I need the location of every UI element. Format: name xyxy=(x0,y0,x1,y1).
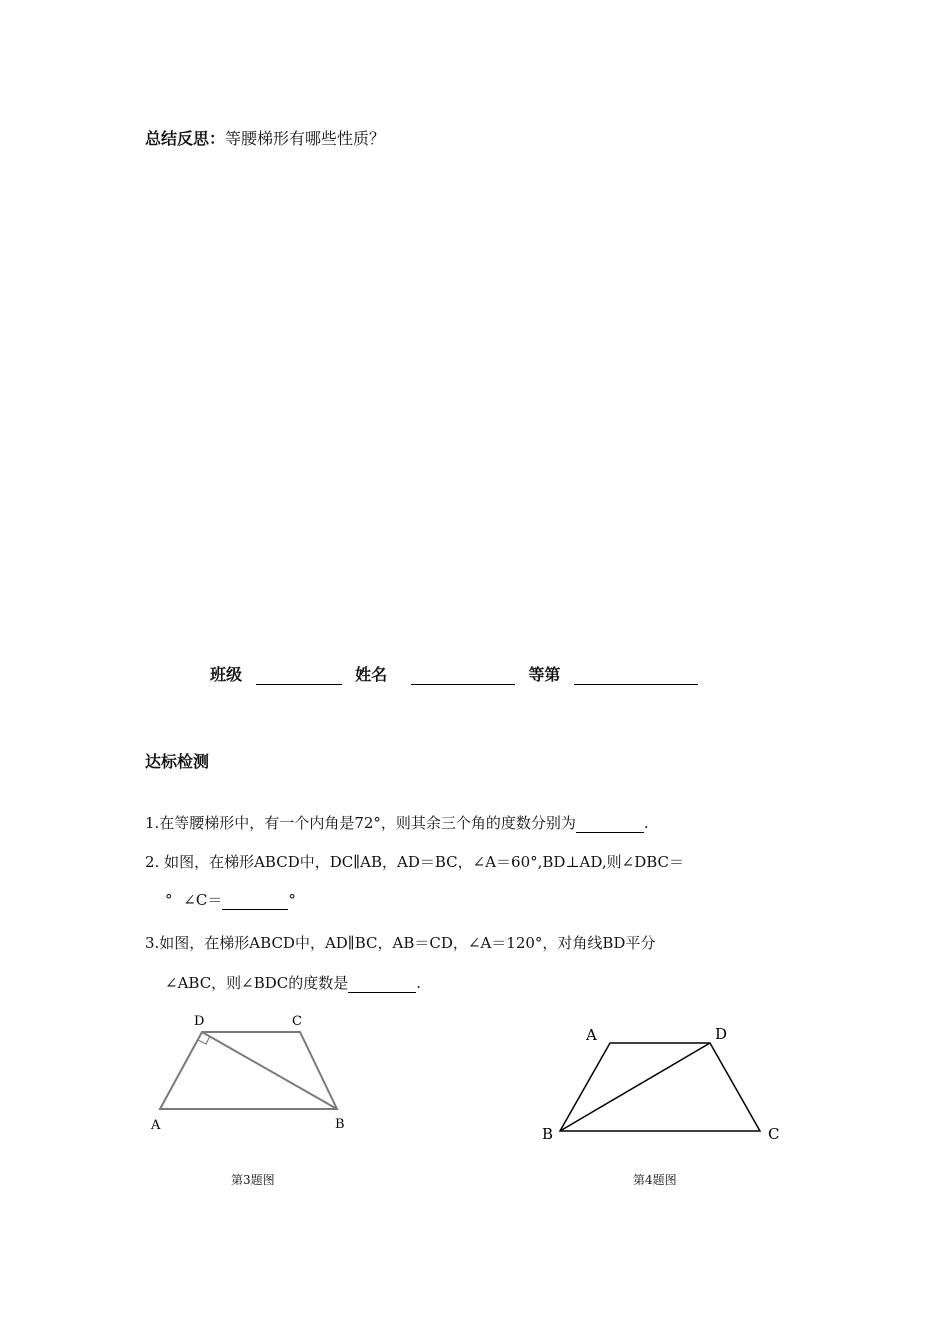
class-label: 班级 xyxy=(210,665,243,684)
summary-question: 等腰梯形有哪些性质？ xyxy=(225,129,386,148)
name-blank[interactable] xyxy=(411,666,515,685)
student-info-line xyxy=(210,662,698,685)
name-label: 姓名 xyxy=(355,665,388,684)
fig4-label-a: A xyxy=(586,1026,597,1044)
fig3-label-c: C xyxy=(292,1014,302,1029)
q2-angle-c: ∠C＝ xyxy=(183,891,223,909)
q3-end: . xyxy=(416,974,422,992)
class-blank[interactable] xyxy=(256,666,342,685)
fig4-trapezoid xyxy=(560,1043,760,1131)
fig4-label-b: B xyxy=(542,1125,554,1143)
fig4-label-c: C xyxy=(768,1125,780,1143)
question-3-line2 xyxy=(165,972,421,993)
fig4-label-d: D xyxy=(715,1025,728,1043)
summary-label: 总结反思： xyxy=(145,129,226,148)
question-2-line1: 2. 如图，在梯形ABCD中，DC∥AB，AD＝BC，∠A＝60°,BD⊥AD,则∠DBC＝ xyxy=(145,853,685,871)
fig3-diagonal-bd xyxy=(202,1032,337,1109)
question-1 xyxy=(145,812,649,833)
figure-3-caption: 第3题图 xyxy=(231,1173,275,1187)
question-3-line1: 3.如图，在梯形ABCD中，AD∥BC，AB＝CD，∠A＝120°，对角线BD平分 xyxy=(145,934,656,952)
fig3-label-d: D xyxy=(194,1014,205,1029)
grade-blank[interactable] xyxy=(574,666,698,685)
grade-label: 等第 xyxy=(528,665,561,684)
summary-line xyxy=(145,126,385,149)
q1-blank[interactable] xyxy=(576,816,644,833)
q1-end: . xyxy=(643,814,649,832)
fig3-label-a: A xyxy=(151,1118,161,1133)
figure-4-caption: 第4题图 xyxy=(633,1173,677,1187)
question-2-line2 xyxy=(165,889,296,910)
figure-4-diagram xyxy=(535,1015,795,1150)
q2-degree-2: ° xyxy=(288,891,296,909)
section-title: 达标检测 xyxy=(145,752,210,771)
fig4-diagonal-bd xyxy=(560,1043,710,1131)
q3-blank[interactable] xyxy=(348,976,416,993)
q2-blank-c[interactable] xyxy=(222,893,288,910)
q1-text: 1.在等腰梯形中，有一个内角是72°，则其余三个角的度数分别为 xyxy=(145,814,576,832)
q2-degree-1: ° xyxy=(165,891,173,909)
q3-text: ∠ABC，则∠BDC的度数是 xyxy=(165,974,349,992)
fig3-label-b: B xyxy=(335,1117,345,1132)
figure-3-diagram xyxy=(140,1005,360,1140)
fig3-trapezoid xyxy=(160,1032,337,1109)
